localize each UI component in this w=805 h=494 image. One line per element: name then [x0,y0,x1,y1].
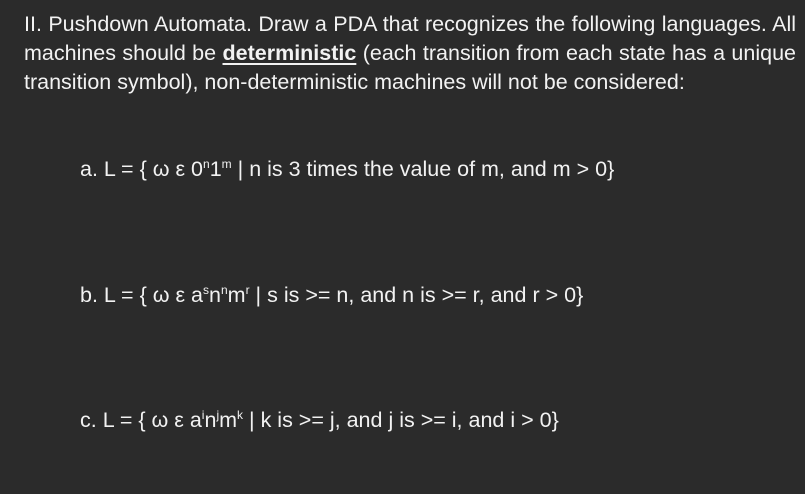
item-b-prefix: b. L = { ω ε a [80,283,203,307]
item-b-condition: | s is >= n, and n is >= r, and r > 0} [249,283,584,307]
item-b-exp-n: n [220,283,228,297]
item-c-exp-j: j [216,408,220,422]
item-b-exp-r: r [245,283,250,297]
item-b-n: n [209,283,221,307]
item-b-exp-s: s [203,283,209,297]
item-a-one: 1 [209,157,222,181]
language-item-b [80,281,583,310]
item-a-exp-m: m [221,157,232,171]
question-heading [24,10,796,97]
item-a-condition: | n is 3 times the value of m, and m > 0} [231,157,615,181]
language-item-c [80,406,559,435]
item-a-prefix: a. L = { ω ε 0 [80,157,203,181]
item-c-m: m [219,408,238,432]
item-c-n: n [204,408,217,432]
intro-text-start: II. Pushdown Automata. Draw a PDA that recognizes the following languages. All machines should be [24,12,796,65]
item-b-m: m [227,283,246,307]
item-c-exp-k: k [237,408,244,422]
item-c-exp-i: i [201,408,205,422]
language-item-a [80,155,614,184]
item-c-condition: | k is >= j, and j is >= i, and i > 0} [243,408,559,432]
item-c-prefix: c. L = { ω ε a [80,408,202,432]
deterministic-emphasis: deterministic [222,41,357,65]
item-a-exp-n: n [203,157,210,171]
intro-text-end: (each transition from each state has a unique transition symbol), non-deterministic machines will not be considered: [24,41,796,94]
